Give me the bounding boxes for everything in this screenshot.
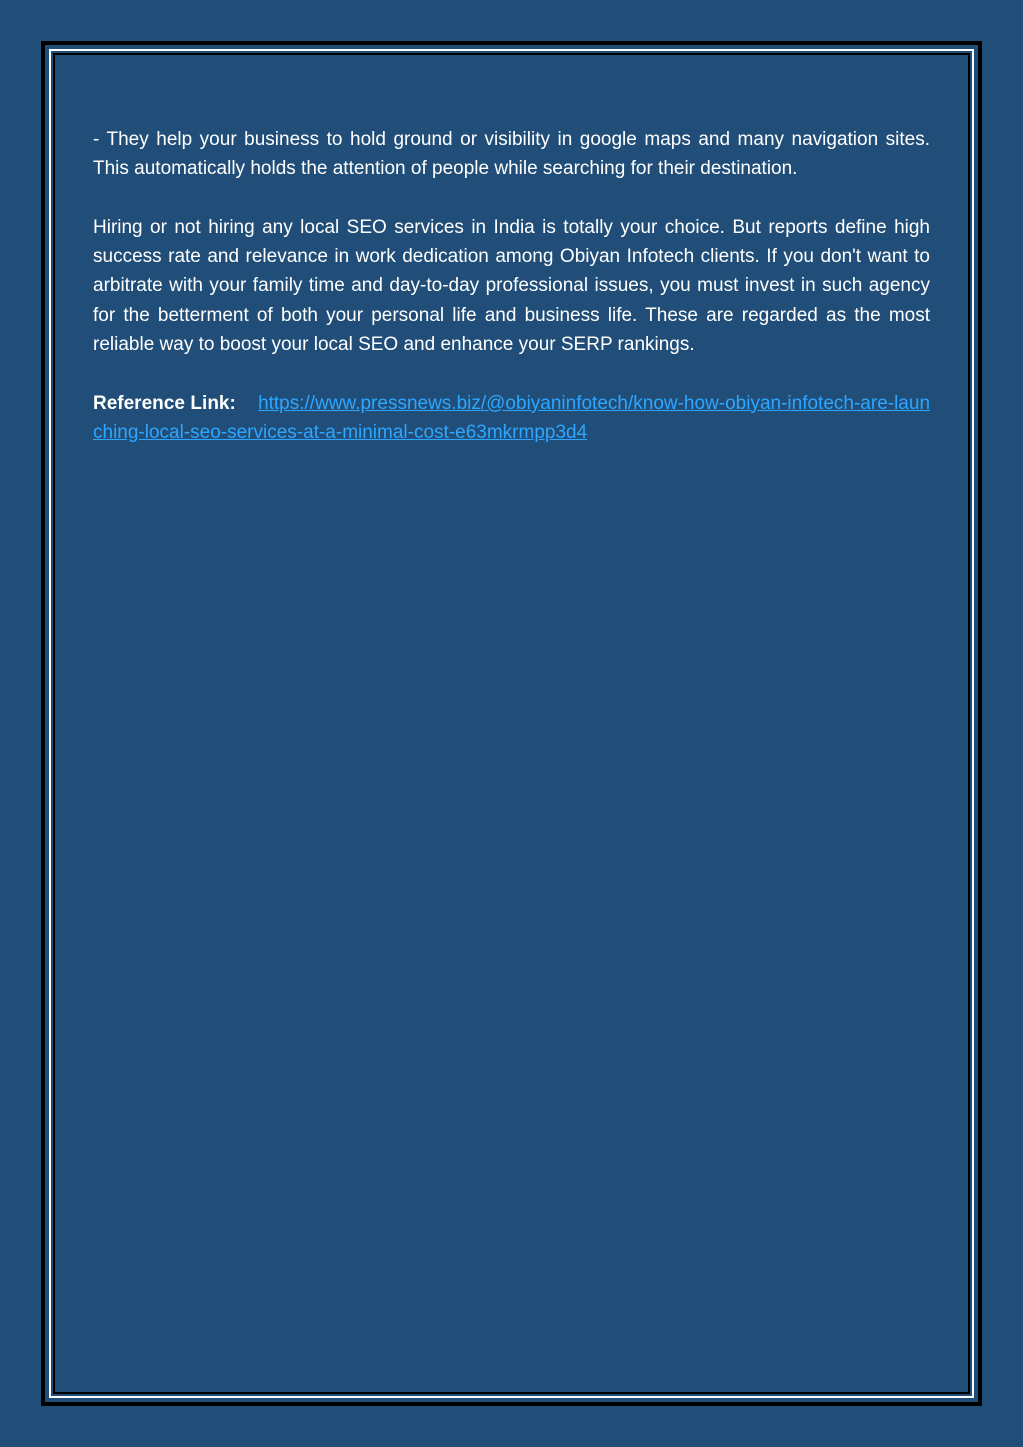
reference-link[interactable]: https://www.pressnews.biz/@obiyaninfotech/know-how-obiyan-infotech-are-launching-local-seo-services-at-a-minimal-cost-e63mkrmpp3d4 <box>93 392 931 443</box>
paragraph-visibility: - They help your business to hold ground or visibility in google maps and many navigation sites. This automatically holds the attention of people while searching for their destination. <box>93 129 930 180</box>
document-body <box>93 125 930 477</box>
reference-label: Reference Link: <box>93 392 236 414</box>
reference-line <box>93 389 930 448</box>
paragraph-hiring: Hiring or not hiring any local SEO services in India is totally your choice. But reports define high success rate and relevance in work dedication among Obiyan Infotech clients. If you don't want to arbitrate with your family time and day-to-day professional issues, you must invest in such agency for the betterment of both your personal life and business life. These are regarded as the most reliable way to boost your local SEO and enhance your SERP rankings. <box>93 216 930 356</box>
